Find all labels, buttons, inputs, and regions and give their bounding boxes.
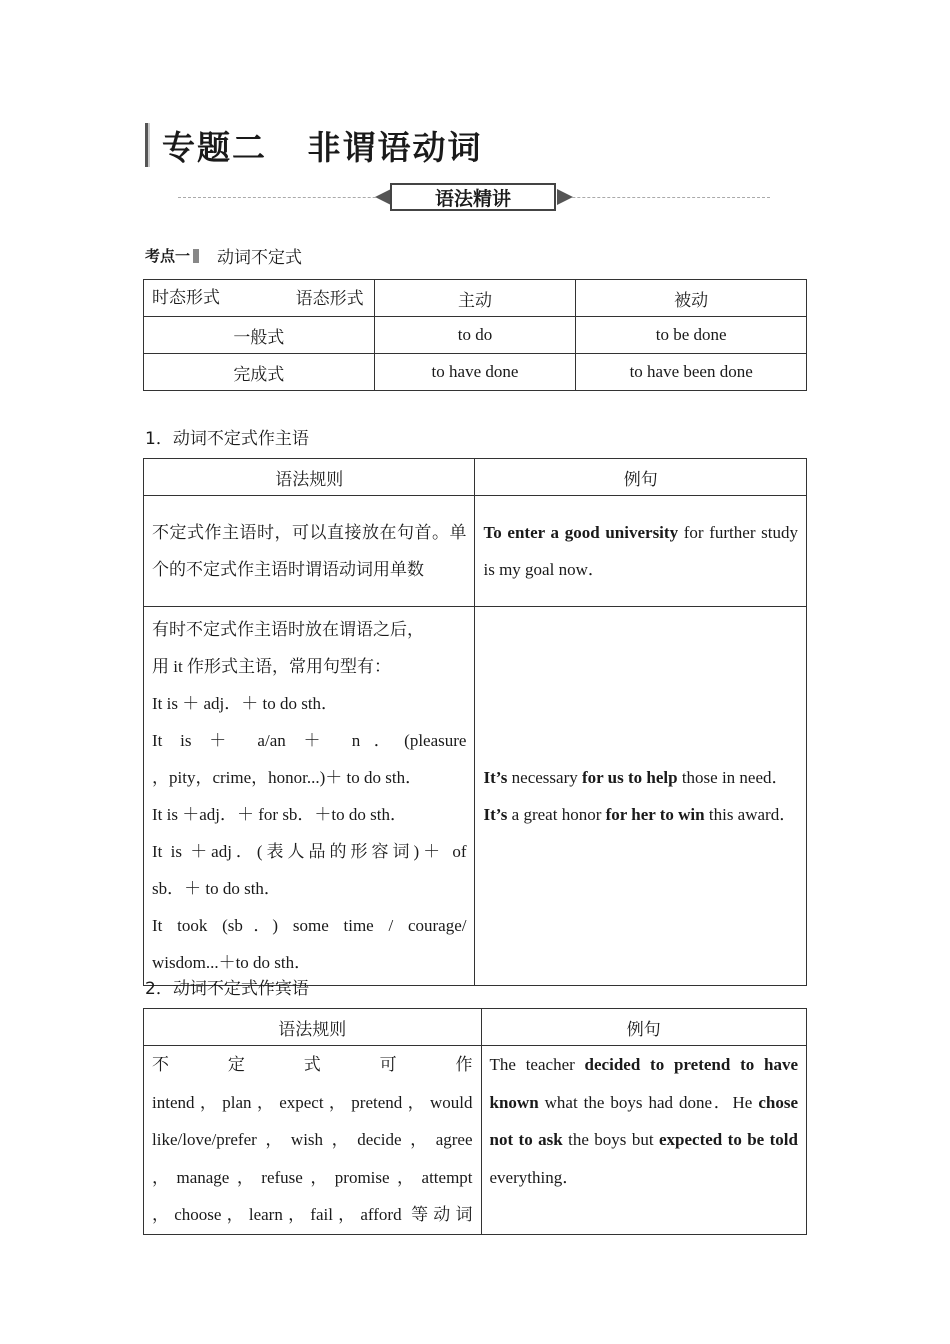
rule-line: 用 it 作形式主语，常用句型有： (152, 657, 391, 676)
tense-cell: 完成式 (144, 354, 375, 391)
corner-bottom-label: 时态形式 (152, 288, 220, 307)
banner-left-arrow-icon (375, 189, 391, 205)
kaodian-tag: 考点一 (145, 247, 191, 265)
rule-line: It is ＋ a/an ＋ n．(pleasure (152, 731, 467, 750)
rule-line: It is ＋adj．＋ for sb．＋to do sth． (152, 805, 407, 824)
form-table (143, 279, 807, 391)
col-header-passive: 被动 (576, 280, 807, 317)
example-sentence: It’s a great honor for her to win this award． (483, 805, 797, 824)
table-row (144, 496, 807, 607)
col-header-active: 主动 (374, 280, 576, 317)
example-bold: To enter a good university (483, 523, 679, 542)
example-cell (475, 607, 807, 986)
kaodian-header (145, 243, 302, 268)
example-cell: The teacher decided to pretend to have known what the boys had done．He chose not to ask the boys but expected to be told everything． (481, 1046, 806, 1235)
table-row (144, 317, 807, 354)
page-title-text: 专题二 非谓语动词 (162, 127, 483, 167)
active-cell: to do (374, 317, 576, 354)
col-header-example: 例句 (481, 1009, 806, 1046)
banner-right-arrow-icon (557, 189, 573, 205)
example-cell (475, 496, 807, 607)
passive-cell: to have been done (576, 354, 807, 391)
rule-line: It is ＋adj．(表人品的形容词)＋ of (152, 842, 467, 861)
tense-cell: 一般式 (144, 317, 375, 354)
rule-cell (144, 1046, 482, 1235)
rule-line: 不 定 式 可 作 (152, 1055, 473, 1074)
example-sentence: It’s necessary for us to help those in need． (483, 768, 789, 787)
title-bar-decoration (145, 123, 150, 167)
rule-line: It took (sb．) some time / courage/ (152, 916, 467, 935)
section2-heading: 2．动词不定式作宾语 (145, 979, 309, 999)
rule-line: wisdom...＋to do sth． (152, 953, 312, 972)
page-title (145, 122, 482, 168)
col-header-rule: 语法规则 (144, 1009, 482, 1046)
passive-cell: to be done (576, 317, 807, 354)
section-banner: 语法精讲 (390, 183, 556, 211)
corner-header-cell (144, 280, 375, 317)
col-header-example: 例句 (475, 459, 807, 496)
rule-line: 有时不定式作主语时放在谓语之后， (152, 620, 424, 639)
rule-line: It is ＋ adj．＋ to do sth． (152, 694, 339, 713)
kaodian-marker-icon (193, 249, 199, 263)
table-row (144, 1046, 807, 1235)
rule-line: ，pity，crime，honor...)＋ to do sth． (152, 768, 423, 787)
subject-rules-table (143, 458, 807, 986)
col-header-rule: 语法规则 (144, 459, 475, 496)
corner-top-label: 语态形式 (295, 289, 364, 308)
object-rules-table (143, 1008, 807, 1235)
kaodian-title: 动词不定式 (217, 248, 303, 268)
active-cell: to have done (374, 354, 576, 391)
example-text: for further study is my goal now． (483, 523, 799, 579)
section1-heading: 1．动词不定式作主语 (145, 429, 309, 449)
table-row (144, 607, 807, 986)
table-row (144, 354, 807, 391)
rule-line: ，choose，learn，fail，afford 等动词 (152, 1205, 473, 1224)
rule-line: ，manage，refuse，promise，attempt (152, 1167, 473, 1187)
rule-cell (144, 607, 475, 986)
rule-line: like/love/prefer，wish，decide，agree (152, 1130, 473, 1149)
rule-cell: 不定式作主语时，可以直接放在句首。单个的不定式作主语时谓语动词用单数 (144, 496, 475, 607)
rule-line: sb．＋ to do sth． (152, 879, 281, 898)
rule-line: intend，plan，expect，pretend，would (152, 1092, 473, 1112)
